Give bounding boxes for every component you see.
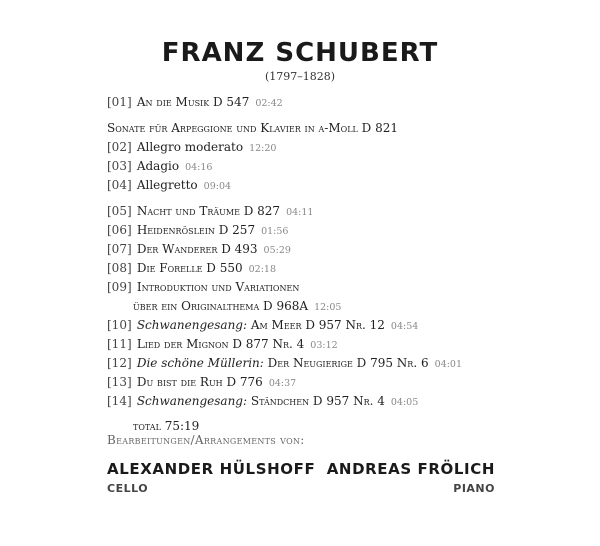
track-row xyxy=(107,259,587,278)
track-duration: 05:29 xyxy=(263,245,291,256)
track-row xyxy=(107,297,587,316)
track-row xyxy=(107,354,587,373)
track-cycle: Schwanengesang: xyxy=(136,394,248,408)
track-number: [11] xyxy=(107,337,132,351)
track-number: [02] xyxy=(107,140,132,154)
arrangements-header: Bearbeitungen/Arrangements von: xyxy=(107,433,305,447)
composer-dates: (1797–1828) xyxy=(264,70,336,83)
track-cycle: Schwanengesang: xyxy=(136,318,248,332)
track-title: Allegretto xyxy=(136,178,198,192)
track-title: Der Neugierige D 795 Nr. 6 xyxy=(267,356,429,370)
track-list xyxy=(107,93,587,433)
track-duration: 02:18 xyxy=(248,264,277,275)
track-row xyxy=(107,278,587,297)
track-row xyxy=(107,373,587,392)
total-duration: total 75:19 xyxy=(133,419,200,433)
performer-instrument-piano: PIANO xyxy=(453,482,495,495)
track-row xyxy=(107,138,587,157)
track-cycle: Die schöne Müllerin: xyxy=(136,356,264,370)
track-title: Nacht und Träume D 827 xyxy=(136,204,281,218)
track-number: [03] xyxy=(107,159,132,173)
track-duration: 12:05 xyxy=(314,302,342,313)
track-title: Allegro moderato xyxy=(136,140,244,154)
track-title: Der Wanderer D 493 xyxy=(136,242,258,256)
track-title: Lied der Mignon D 877 Nr. 4 xyxy=(136,337,305,351)
track-number: [05] xyxy=(107,204,132,218)
track-duration: 04:54 xyxy=(390,321,419,332)
track-row xyxy=(107,221,587,240)
composer-name: FRANZ SCHUBERT xyxy=(161,38,439,68)
track-duration: 01:56 xyxy=(261,226,289,237)
track-duration: 03:12 xyxy=(310,340,338,351)
sonata-header: Sonate für Arpeggione und Klavier in a-Moll D 821 xyxy=(107,121,398,135)
track-row xyxy=(107,157,587,176)
track-duration: 12:20 xyxy=(249,143,277,154)
track-row xyxy=(107,176,587,195)
track-number: [08] xyxy=(107,261,132,275)
track-title: Die Forelle D 550 xyxy=(136,261,243,275)
performer-name-piano: ANDREAS FRÖLICH xyxy=(326,460,495,478)
track-title-continued: über ein Originalthema D 968A xyxy=(133,299,309,313)
track-title: Introduktion und Variationen xyxy=(136,280,300,294)
track-number: [12] xyxy=(107,356,132,370)
track-number: [06] xyxy=(107,223,132,237)
track-duration: 04:01 xyxy=(434,359,462,370)
track-duration: 09:04 xyxy=(203,181,232,192)
track-duration: 04:11 xyxy=(286,207,314,218)
track-duration: 04:16 xyxy=(185,162,213,173)
track-number: [09] xyxy=(107,280,132,294)
track-duration: 04:37 xyxy=(268,378,297,389)
track-title: Am Meer D 957 Nr. 12 xyxy=(250,318,385,332)
track-title: Adagio xyxy=(136,159,180,173)
track-row xyxy=(107,202,587,221)
track-duration: 04:05 xyxy=(390,397,419,408)
track-title: An die Musik D 547 xyxy=(136,95,250,109)
track-number: [04] xyxy=(107,178,132,192)
track-number: [01] xyxy=(107,95,132,109)
track-number: [10] xyxy=(107,318,132,332)
performer-instrument-cello: CELLO xyxy=(107,482,149,495)
track-duration: 02:42 xyxy=(255,98,283,109)
track-row xyxy=(107,392,587,411)
track-title: Heidenröslein D 257 xyxy=(136,223,256,237)
track-title: Du bist die Ruh D 776 xyxy=(136,375,263,389)
track-number: [07] xyxy=(107,242,132,256)
track-row xyxy=(107,316,587,335)
track-row xyxy=(107,335,587,354)
track-row xyxy=(107,93,587,112)
track-number: [14] xyxy=(107,394,132,408)
track-title: Ständchen D 957 Nr. 4 xyxy=(250,394,385,408)
performer-name-cello: ALEXANDER HÜLSHOFF xyxy=(107,460,316,478)
track-number: [13] xyxy=(107,375,132,389)
track-row xyxy=(107,240,587,259)
